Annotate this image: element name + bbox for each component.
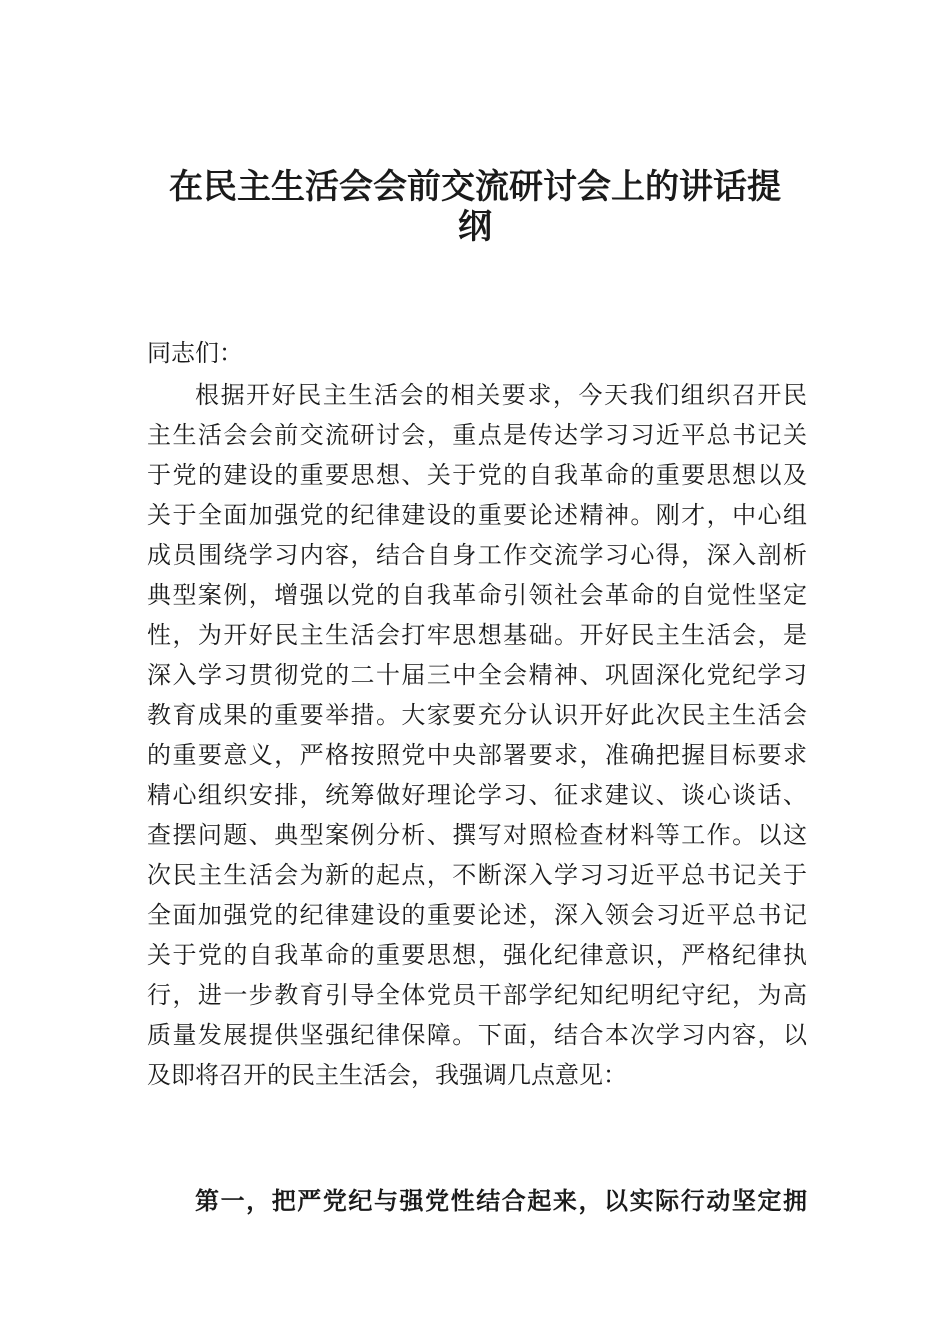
body-line: 主生活会会前交流研讨会，重点是传达学习习近平总书记关 [147, 421, 807, 449]
document-title-line-1: 在民主生活会会前交流研讨会上的讲话提 [169, 167, 781, 207]
body-line: 成员围绕学习内容，结合自身工作交流学习心得，深入剖析 [147, 541, 807, 569]
body-line: 关于全面加强党的纪律建设的重要论述精神。刚才，中心组 [147, 501, 807, 529]
body-line: 查摆问题、典型案例分析、撰写对照检查材料等工作。以这 [147, 821, 807, 849]
body-line: 的重要意义，严格按照党中央部署要求，准确把握目标要求 [147, 741, 807, 769]
body-line: 典型案例，增强以党的自我革命引领社会革命的自觉性坚定 [147, 581, 807, 609]
body-line: 教育成果的重要举措。大家要充分认识开好此次民主生活会 [147, 701, 807, 729]
body-line: 行，进一步教育引导全体党员干部学纪知纪明纪守纪，为高 [147, 981, 807, 1009]
body-line: 精心组织安排，统筹做好理论学习、征求建议、谈心谈话、 [147, 781, 807, 809]
body-line: 全面加强党的纪律建设的重要论述，深入领会习近平总书记 [147, 901, 807, 929]
body-line: 及即将召开的民主生活会，我强调几点意见： [147, 1061, 627, 1089]
body-line: 质量发展提供坚强纪律保障。下面，结合本次学习内容，以 [147, 1021, 807, 1049]
body-line: 性，为开好民主生活会打牢思想基础。开好民主生活会，是 [147, 621, 807, 649]
greeting: 同志们： [147, 339, 243, 367]
body-line: 根据开好民主生活会的相关要求，今天我们组织召开民 [195, 381, 807, 409]
body-line: 次民主生活会为新的起点，不断深入学习习近平总书记关于 [147, 861, 807, 889]
document-title-line-2: 纲 [458, 207, 492, 247]
section-heading: 第一，把严党纪与强党性结合起来，以实际行动坚定拥 [195, 1187, 807, 1215]
body-line: 关于党的自我革命的重要思想，强化纪律意识，严格纪律执 [147, 941, 807, 969]
body-line: 深入学习贯彻党的二十届三中全会精神、巩固深化党纪学习 [147, 661, 807, 689]
body-line: 于党的建设的重要思想、关于党的自我革命的重要思想以及 [147, 461, 807, 489]
